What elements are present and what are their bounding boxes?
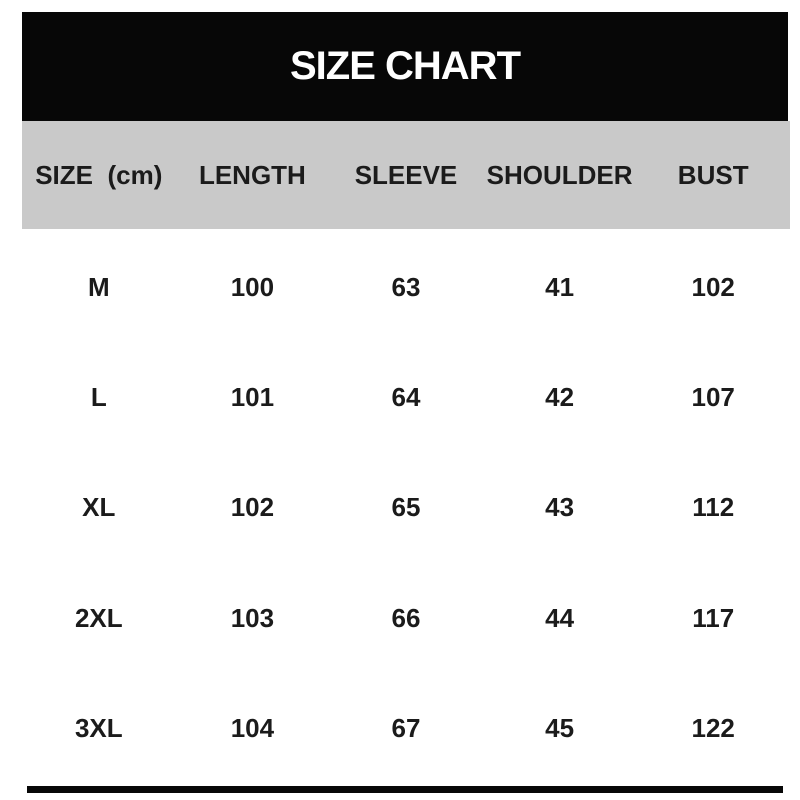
length-value: 102 xyxy=(230,492,275,523)
column-header-bust: BUST xyxy=(677,159,749,190)
sleeve-value: 65 xyxy=(391,492,421,523)
shoulder-value: 42 xyxy=(545,382,575,413)
column-header-shoulder: SHOULDER xyxy=(486,159,633,190)
size-chart-banner xyxy=(22,12,788,121)
footer-bar xyxy=(27,786,783,793)
sleeve-value: 67 xyxy=(391,713,421,744)
length-value: 100 xyxy=(230,271,275,302)
size-label: L xyxy=(90,382,107,413)
page-title: SIZE CHART xyxy=(290,44,520,88)
size-label: XL xyxy=(82,492,116,523)
shoulder-value: 44 xyxy=(545,602,575,633)
table-row-3xl xyxy=(22,674,790,784)
size-label: M xyxy=(87,271,110,302)
column-header-length: LENGTH xyxy=(198,159,306,190)
table-body xyxy=(22,232,790,784)
bust-value: 122 xyxy=(691,713,735,744)
sleeve-value: 66 xyxy=(391,602,421,633)
length-value: 101 xyxy=(230,382,275,413)
sleeve-value: 63 xyxy=(391,271,421,302)
bust-value: 102 xyxy=(691,271,735,302)
table-header-row xyxy=(22,121,790,229)
column-header-size: SIZE (cm) xyxy=(35,159,163,190)
table-row-m xyxy=(22,232,790,342)
bust-value: 117 xyxy=(692,602,735,633)
shoulder-value: 41 xyxy=(545,271,575,302)
bust-value: 112 xyxy=(692,492,735,523)
shoulder-value: 43 xyxy=(545,492,575,523)
table-row-2xl xyxy=(22,563,790,673)
table-row-xl xyxy=(22,453,790,563)
length-value: 104 xyxy=(230,713,275,744)
size-label: 3XL xyxy=(74,713,123,744)
column-header-sleeve: SLEEVE xyxy=(354,159,458,190)
shoulder-value: 45 xyxy=(545,713,575,744)
sleeve-value: 64 xyxy=(391,382,421,413)
length-value: 103 xyxy=(230,602,275,633)
size-label: 2XL xyxy=(74,602,123,633)
bust-value: 107 xyxy=(691,382,735,413)
table-row-l xyxy=(22,342,790,452)
